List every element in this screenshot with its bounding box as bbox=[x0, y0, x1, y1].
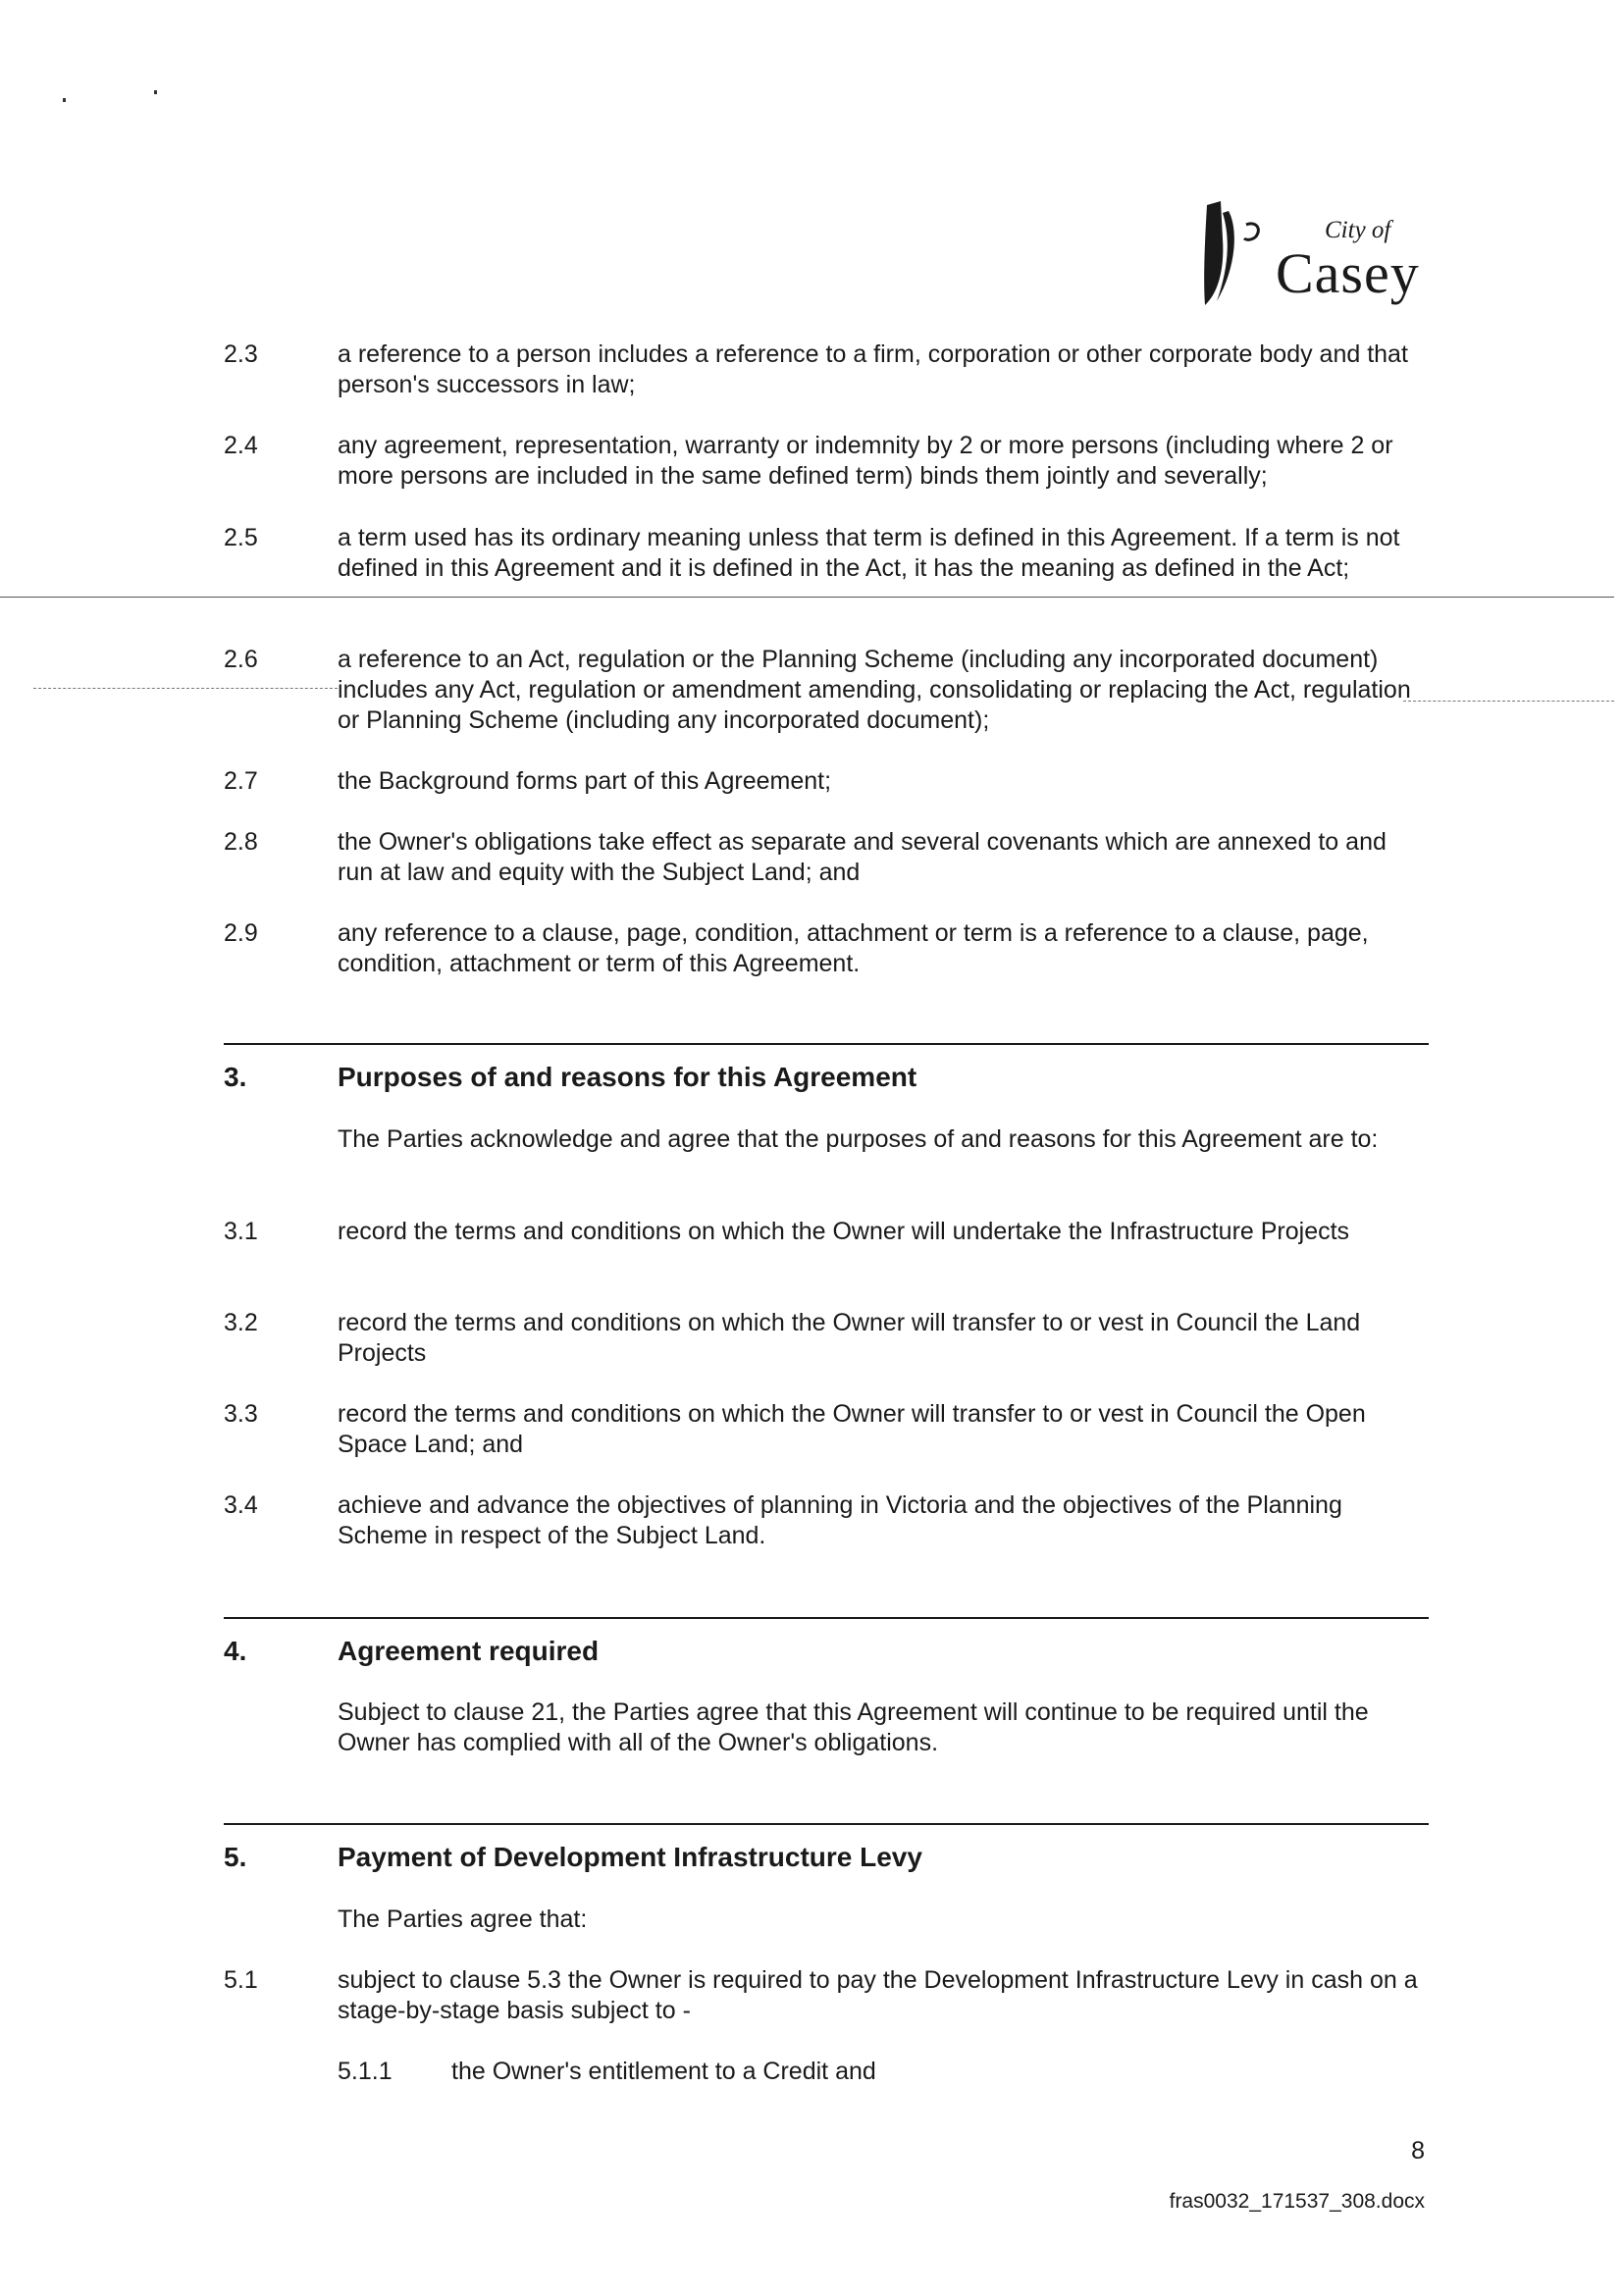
tracked-change-line bbox=[33, 688, 338, 689]
section-heading: Purposes of and reasons for this Agreement bbox=[338, 1062, 917, 1092]
clause-number: 2.7 bbox=[224, 767, 258, 795]
clause-text: any reference to a clause, page, condition, attachment or term is a reference to a clause, page, condition, attachment or term of this Agreement. bbox=[338, 919, 1369, 977]
logo-casey-text: Casey bbox=[1276, 241, 1420, 305]
leaf-icon bbox=[1199, 199, 1278, 307]
clause-text: achieve and advance the objectives of planning in Victoria and the objectives of the Planning Scheme in respect of the Subject Land. bbox=[338, 1491, 1342, 1549]
clause-number: 3.1 bbox=[224, 1218, 258, 1245]
clause-number: 3.4 bbox=[224, 1491, 258, 1519]
clause-number: 2.3 bbox=[224, 340, 258, 368]
section-body: Subject to clause 21, the Parties agree that this Agreement will continue to be required until the Owner has complied with all of the Owner's obligations. bbox=[338, 1698, 1369, 1756]
scan-speck bbox=[63, 98, 66, 102]
clause-text: record the terms and conditions on which the Owner will transfer to or vest in Council the Open Space Land; and bbox=[338, 1400, 1366, 1458]
scan-speck bbox=[154, 90, 157, 94]
clause-number: 2.6 bbox=[224, 646, 258, 673]
section-heading: Payment of Development Infrastructure Levy bbox=[338, 1842, 922, 1872]
clause-number: 3.3 bbox=[224, 1400, 258, 1428]
section-number: 5. bbox=[224, 1842, 247, 1872]
section-number: 4. bbox=[224, 1636, 247, 1666]
page-number: 8 bbox=[1411, 2137, 1425, 2165]
section-intro: The Parties acknowledge and agree that the purposes of and reasons for this Agreement are to: bbox=[338, 1125, 1379, 1153]
section-heading: Agreement required bbox=[338, 1636, 600, 1666]
clause-number: 2.5 bbox=[224, 524, 258, 551]
clause-text: subject to clause 5.3 the Owner is required to pay the Development Infrastructure Levy in cash on a stage-by-stage basis subject to - bbox=[338, 1966, 1418, 2024]
section-intro: The Parties agree that: bbox=[338, 1905, 588, 1933]
section-divider bbox=[224, 1617, 1429, 1619]
section-divider bbox=[224, 1823, 1429, 1825]
document-filename: fras0032_171537_308.docx bbox=[1169, 2190, 1425, 2213]
clause-number: 2.8 bbox=[224, 828, 258, 856]
subclause-text: the Owner's entitlement to a Credit and bbox=[451, 2058, 876, 2085]
section-number: 3. bbox=[224, 1062, 247, 1092]
clause-text: record the terms and conditions on which the Owner will transfer to or vest in Council the Land Projects bbox=[338, 1309, 1361, 1367]
logo-city-text: City of bbox=[1325, 217, 1391, 243]
clause-text: the Owner's obligations take effect as separate and several covenants which are annexed to and run at law and equity with the Subject Land; and bbox=[338, 828, 1387, 886]
clause-text: any agreement, representation, warranty or indemnity by 2 or more persons (including where 2 or more persons are included in the same defined term) binds them jointly and severally; bbox=[338, 432, 1393, 490]
clause-text: a reference to an Act, regulation or the Planning Scheme (including any incorporated document) includes any Act, regulation or amendment amending, consolidating or replacing the Act, regulation or Planning Scheme (including any incorporated document); bbox=[338, 646, 1411, 734]
clause-text: record the terms and conditions on which the Owner will undertake the Infrastructure Projects bbox=[338, 1218, 1350, 1245]
clause-number: 2.9 bbox=[224, 919, 258, 947]
clause-number: 3.2 bbox=[224, 1309, 258, 1336]
clause-text: a term used has its ordinary meaning unless that term is defined in this Agreement. If a term is not defined in this Agreement and it is defined in the Act, it has the meaning as defined in the Act; bbox=[338, 524, 1400, 582]
tracked-change-line bbox=[0, 597, 1614, 598]
city-of-casey-logo bbox=[1199, 199, 1425, 307]
clause-number: 2.4 bbox=[224, 432, 258, 459]
subclause-number: 5.1.1 bbox=[338, 2058, 393, 2085]
clause-text: a reference to a person includes a reference to a firm, corporation or other corporate body and that person's successors in law; bbox=[338, 340, 1408, 398]
clause-number: 5.1 bbox=[224, 1966, 258, 1994]
tracked-change-line bbox=[1403, 701, 1614, 702]
clause-text: the Background forms part of this Agreement; bbox=[338, 767, 832, 795]
section-divider bbox=[224, 1043, 1429, 1045]
